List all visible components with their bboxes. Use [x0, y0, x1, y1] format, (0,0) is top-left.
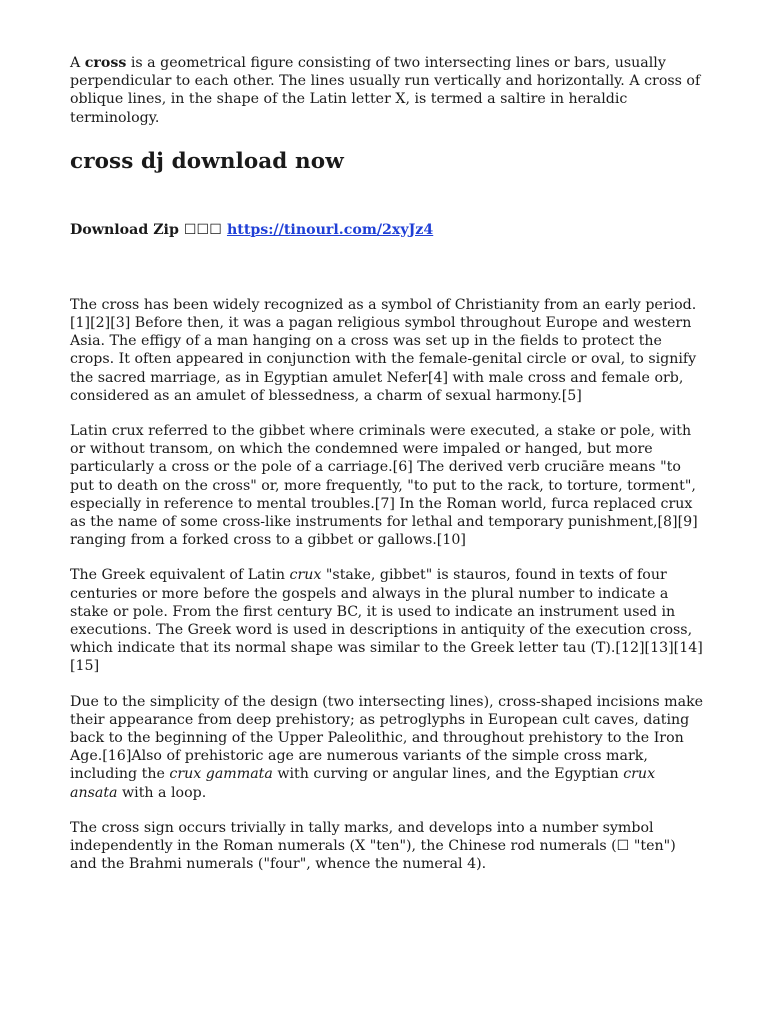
intro-paragraph	[70, 54, 706, 127]
paragraph-christianity: The cross has been widely recognized as a symbol of Christianity from an early period.[1][2][3] Before then, it was a pagan religious symbol throughout Europe and western Asia. The effigy of a man hanging on a cross was set up in the fields to protect the crops. It often appeared in conjunction with the female-genital circle or oval, to signify the sacred marriage, as in Egyptian amulet Nefer[4] with male cross and female orb, considered as an amulet of blessedness, a charm of sexual harmony.[5]	[70, 296, 697, 404]
download-label: Download Zip	[70, 221, 179, 238]
p3-italic-crux: crux	[289, 567, 322, 584]
p3-text-a: The Greek equivalent of Latin	[70, 567, 290, 584]
paragraph-numerals: The cross sign occurs trivially in tally marks, and develops into a number symbol independently in the Roman numerals (X "ten"), the Chinese rod numerals (☐ "ten") and the Brahmi numerals ("four", whence the numeral 4).	[70, 819, 676, 873]
download-line	[70, 221, 706, 239]
p4-text-a: Due to the simplicity of the design (two intersecting lines), cross-shaped incisions make their appearance from deep prehistory; as petroglyphs in European cult caves, dating back to the beginning of the Upper Paleolithic, and throughout prehistory to the Iron Age.[16]Also of prehistoric age are numerous variants of the simple cross mark, including the	[70, 693, 704, 783]
page-title: cross dj download now	[70, 148, 344, 174]
download-arrows-icon: ☐☐☐	[183, 221, 222, 238]
intro-prefix: A	[70, 55, 85, 71]
p3-text-b: "stake, gibbet" is stauros, found in texts of four centuries or more before the gospels and always in the plural number to indicate a stake or pole. From the first century BC, it is used to indicate an instrument used in executions. The Greek word is used in descriptions in antiquity of the execution cross, which indicate that its normal shape was similar to the Greek letter tau (T).[12][13][14][15]	[70, 567, 703, 675]
p4-italic-crux-gammata: crux gammata	[169, 766, 273, 783]
intro-rest: is a geometrical figure consisting of two intersecting lines or bars, usually perpendicular to each other. The lines usually run vertically and horizontally. A cross of oblique lines, in the shape of the Latin letter X, is termed a saltire in heraldic terminology.	[70, 55, 701, 126]
paragraph-greek-stauros	[70, 566, 706, 675]
paragraph-latin-crux: Latin crux referred to the gibbet where criminals were executed, a stake or pole, with or without transom, on which the condemned were impaled or hanged, but more particularly a cross or the pole of a carriage.[6] The derived verb cruciāre means "to put to death on the cross" or, more frequently, "to put to the rack, to torture, torment", especially in reference to mental troubles.[7] In the Roman world, furca replaced crux as the name of some cross-like instruments for lethal and temporary punishment,[8][9] ranging from a forked cross to a gibbet or gallows.[10]	[70, 423, 698, 549]
intro-bold-term: cross	[84, 55, 127, 71]
p4-text-c: with a loop.	[117, 784, 207, 801]
document-page	[70, 54, 706, 891]
paragraph-prehistory	[70, 693, 706, 802]
p4-text-b: with curving or angular lines, and the Egyptian	[272, 766, 624, 783]
download-link[interactable]: https://tinourl.com/2xyJz4	[226, 221, 434, 238]
p4-italic-crux-ansata: crux ansata	[70, 766, 656, 801]
